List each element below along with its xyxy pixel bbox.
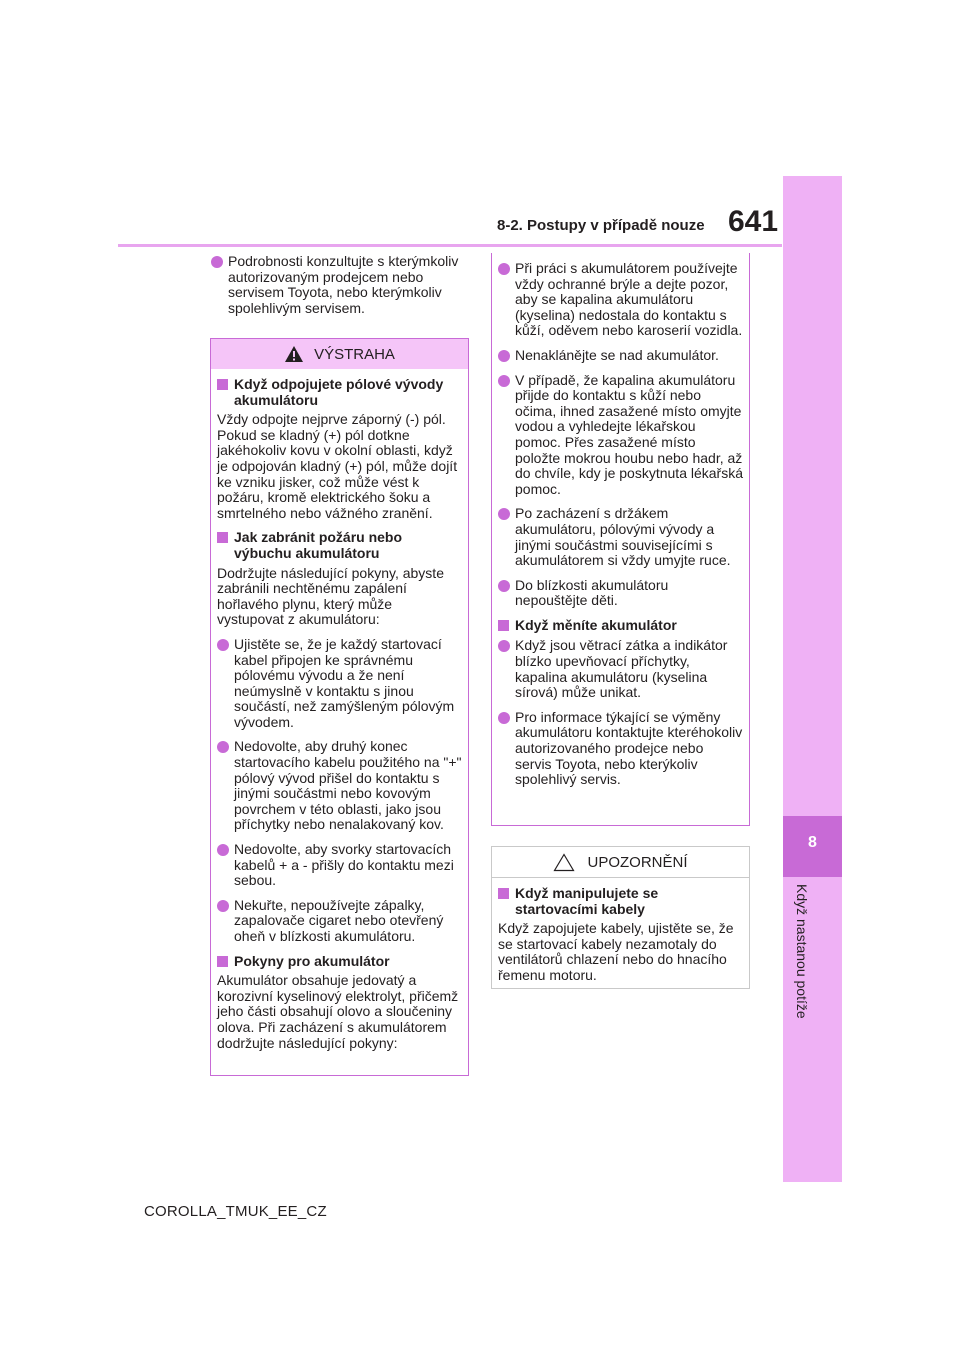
list-item: Když jsou větrací zátka a indikátor blízko upevňovací příchytky, kapalina akumulátoru (kyselina sírová) může unikat.	[498, 638, 743, 700]
section-title: 8-2. Postupy v případě nouze	[497, 217, 705, 234]
replace-battery-heading: Když měníte akumulátor	[498, 618, 743, 634]
list-item: Nedovolte, aby svorky startovacích kabelů + a - přišly do kontaktu mezi sebou.	[217, 842, 462, 889]
bullet-dot-icon	[217, 900, 229, 912]
list-item: Nenaklánějte se nad akumulátor.	[498, 348, 743, 364]
bullet-dot-icon	[498, 350, 510, 362]
list-item: Nedovolte, aby druhý konec startovacího kabelu použitého na "+" pólový vývod přišel do kontaktu s jinými součástmi nebo kovovým povrchem v této oblasti, jako jsou příchytky nebo nenalakovaný kov.	[217, 739, 462, 833]
notice-heading: Když manipulujete se startovacími kabely	[498, 886, 743, 917]
bullet-dot-icon	[217, 639, 229, 651]
warning-continued-box	[491, 253, 750, 826]
notice-header	[492, 847, 749, 878]
list-item: Při práci s akumulátorem používejte vždy ochranné brýle a dejte pozor, aby se kapalina akumulátoru (kyselina) nedostala do kontaktu s kůží, oděvem nebo karoserií vozidla.	[498, 261, 743, 339]
page-number: 641	[728, 205, 779, 238]
chapter-number: 8	[808, 834, 817, 851]
bullet-dot-icon	[217, 844, 229, 856]
intro-bullet: Podrobnosti konzultujte s kterýmkoliv autorizovaným prodejcem nebo servisem Toyota, nebo kterýmkoliv spolehlivým servisem.	[211, 254, 483, 316]
bullet-dot-icon	[211, 256, 223, 268]
warning-title: VÝSTRAHA	[314, 345, 395, 363]
bullet-dot-icon	[498, 508, 510, 520]
bullet-dot-icon	[498, 263, 510, 275]
bullet-dot-icon	[498, 640, 510, 652]
list-item: Nekuřte, nepoužívejte zápalky, zapalovače cigaret nebo otevřený oheň v blízkosti akumulátoru.	[217, 898, 462, 945]
warning-box	[210, 338, 469, 1076]
square-bullet-icon	[498, 888, 509, 899]
warning-triangle-icon	[284, 345, 304, 363]
list-item: Pro informace týkající se výměny akumulátoru kontaktujte kteréhokoliv autorizovaného prodejce nebo servis Toyota, nebo kterýkoliv spolehlivý servis.	[498, 710, 743, 788]
header-rule	[118, 244, 782, 247]
notice-text: Když zapojujete kabely, ujistěte se, že se startovací kabely nezamotaly do ventilátorů chlazení nebo do hnacího řemenu motoru.	[498, 920, 734, 983]
warning-heading-3: Pokyny pro akumulátor	[217, 954, 462, 970]
square-bullet-icon	[217, 379, 228, 390]
chapter-title: Když nastanou potíže	[794, 884, 810, 1019]
warning-header	[211, 339, 468, 369]
warning-text-3: Akumulátor obsahuje jedovatý a korozivní kyselinový elektrolyt, přičemž jeho části obsahují olovo a sloučeniny olova. Při zacházení s akumulátorem dodržujte následující pokyny:	[217, 972, 459, 1051]
notice-box	[491, 846, 750, 989]
warning-text-1: Vždy odpojte nejprve záporný (-) pól. Pokud se kladný (+) pól dotkne jakéhokoliv kovu v okolní oblasti, když je odpojován kladný (+) pól, může dojít ke vzniku jisker, což může vést k požáru, kromě elektrického šoku a smrtelného nebo vážného zranění.	[217, 411, 458, 521]
list-item: V případě, že kapalina akumulátoru přijde do kontaktu s kůží nebo očima, ihned zasažené místo omyjte vodou a vyhledejte lékařskou pomoc. Přes zasažené místo položte mokrou houbu nebo hadr, až do chvíle, kdy je poskytnuta lékařská pomoc.	[498, 373, 743, 498]
warning-heading-2: Jak zabránit požáru nebo výbuchu akumulátoru	[217, 530, 462, 561]
square-bullet-icon	[217, 956, 228, 967]
bullet-dot-icon	[498, 375, 510, 387]
list-item: Do blízkosti akumulátoru nepouštějte děti.	[498, 578, 743, 609]
warning-heading-1: Když odpojujete pólové vývody akumulátoru	[217, 377, 462, 408]
square-bullet-icon	[498, 620, 509, 631]
list-item: Ujistěte se, že je každý startovací kabel připojen ke správnému pólovému vývodu a že není neúmyslně v kontaktu s jinou součástí, než zamýšleným pólovým vývodem.	[217, 637, 462, 731]
list-item: Po zacházení s držákem akumulátoru, pólovými vývody a jinými součástmi souvisejícími s akumulátorem si vždy umyjte ruce.	[498, 506, 743, 568]
caution-triangle-icon	[553, 853, 575, 872]
bullet-dot-icon	[498, 580, 510, 592]
bullet-dot-icon	[217, 741, 229, 753]
document-code: COROLLA_TMUK_EE_CZ	[144, 1203, 327, 1220]
square-bullet-icon	[217, 532, 228, 543]
warning-text-2: Dodržujte následující pokyny, abyste zabránili nechtěnému zapálení hořlavého plynu, který může vystupovat z akumulátoru:	[217, 564, 444, 628]
bullet-dot-icon	[498, 712, 510, 724]
notice-title: UPOZORNĚNÍ	[587, 853, 688, 871]
